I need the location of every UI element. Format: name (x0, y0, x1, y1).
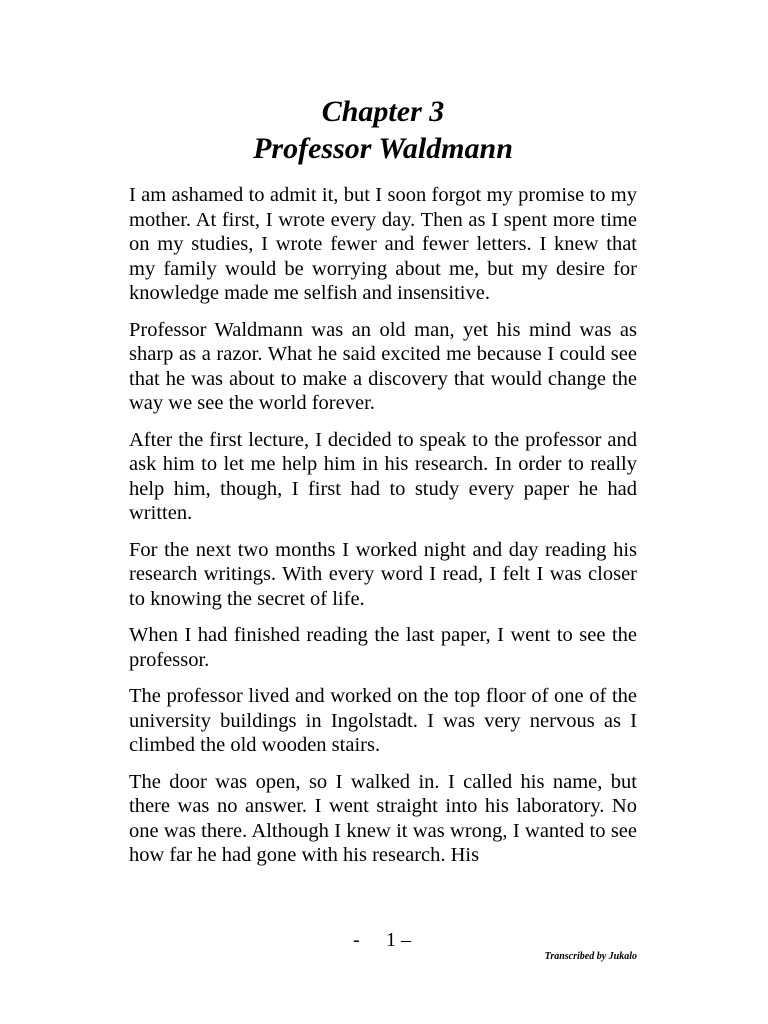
paragraph: After the first lecture, I decided to speak to the professor and ask him to let me help him in his research. In order to really help him, though, I first had to study every paper he had written. (129, 428, 637, 524)
chapter-number: Chapter 3 (321, 95, 445, 128)
chapter-heading (129, 93, 637, 167)
transcriber-credit: Transcribed by Jukalo (544, 951, 637, 962)
page-footer (0, 929, 768, 969)
page-dash: - (353, 929, 360, 951)
body-text (129, 183, 637, 880)
page-number: 1 – (386, 929, 411, 951)
paragraph: Professor Waldmann was an old man, yet his mind was as sharp as a razor. What he said excited me because I could see that he was about to make a discovery that would change the way we see the world forever. (129, 318, 637, 414)
paragraph: When I had finished reading the last paper, I went to see the professor. (129, 624, 637, 671)
paragraph: The professor lived and worked on the top floor of one of the university buildings in Ingolstadt. I was very nervous as I climbed the old wooden stairs. (129, 685, 637, 756)
paragraph: For the next two months I worked night and day reading his research writings. With every word I read, I felt I was closer to knowing the secret of life. (129, 538, 637, 610)
chapter-title: Professor Waldmann (253, 132, 513, 165)
paragraph: I am ashamed to admit it, but I soon forgot my promise to my mother. At first, I wrote every day. Then as I spent more time on my studies, I wrote fewer and fewer letters. I knew that my family would be worrying about me, but my desire for knowledge made me selfish and insensitive. (129, 184, 637, 304)
paragraph: The door was open, so I walked in. I called his name, but there was no answer. I went straight into his laboratory. No one was there. Although I knew it was wrong, I wanted to see how far he had gone with his research. His (129, 770, 637, 866)
